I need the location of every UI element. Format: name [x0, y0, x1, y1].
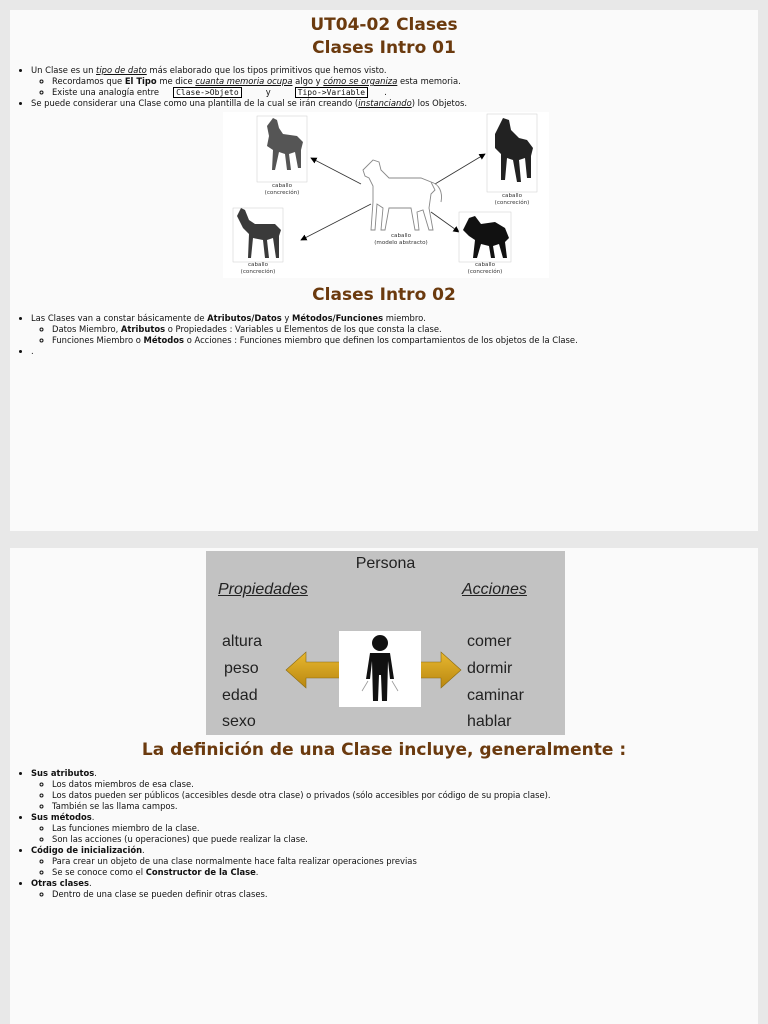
action-item: dormir — [467, 660, 513, 677]
horse-class-diagram — [223, 112, 549, 278]
bold-text: Métodos/Funciones — [292, 313, 384, 323]
list-item — [52, 335, 758, 346]
text: . — [88, 878, 92, 888]
arrow — [431, 212, 459, 232]
list-item — [31, 313, 758, 346]
section-title-intro-02: Clases Intro 02 — [312, 285, 456, 305]
text: Las Clases van a constar básicamente de — [31, 313, 208, 323]
caption-concrete: caballo (concreción) — [494, 193, 530, 206]
property-item: edad — [222, 687, 258, 704]
abstract-horse-icon — [363, 160, 442, 230]
text: Recordamos que — [52, 76, 125, 86]
list-item — [52, 76, 758, 87]
arrow — [311, 158, 361, 184]
bold-text: Constructor de la Clase — [145, 867, 256, 877]
text: Funciones Miembro o — [52, 335, 144, 345]
list-item — [52, 867, 758, 878]
actions-heading: Acciones — [462, 581, 527, 598]
bold-text: Métodos — [143, 335, 185, 345]
text: ) los Objetos. — [411, 98, 467, 108]
text: . — [91, 812, 95, 822]
persona-illustration — [206, 551, 565, 735]
list-item: ◦ Dentro de una clase se pueden definir otras clases. — [52, 889, 758, 900]
text: Se puede considerar una Clase como una plantilla de la cual se irán creando ( — [31, 98, 359, 108]
text: . — [384, 87, 387, 97]
text: esta memoria. — [397, 76, 461, 86]
caption-concrete: caballo (concreción) — [467, 262, 503, 275]
intro-02-list — [10, 313, 758, 357]
list-item — [31, 346, 758, 357]
list-item — [31, 98, 758, 109]
list-item — [52, 87, 758, 98]
list-item — [52, 324, 758, 335]
list-item — [31, 768, 758, 812]
bold-text: Atributos/Datos — [207, 313, 282, 323]
text: miembro. — [383, 313, 426, 323]
class-definition-heading: La definición de una Clase incluye, generalmente : — [141, 740, 627, 760]
caption-concrete: caballo (concreción) — [240, 262, 276, 275]
text: . — [255, 867, 259, 877]
persona-graphics — [206, 551, 565, 735]
arrow-right-icon — [414, 652, 461, 688]
property-item: peso — [224, 660, 259, 677]
class-definition-list-wrap — [10, 768, 758, 900]
list-item — [31, 812, 758, 845]
emphasis-text: cómo se organiza — [323, 76, 398, 86]
text: Se se conoce como el — [52, 867, 146, 877]
text: . — [94, 768, 97, 778]
code-snippet: Tipo->Variable — [295, 87, 368, 98]
arrow — [435, 154, 485, 184]
bold-text: Sus atributos — [31, 768, 95, 778]
list-item: ◦ Para crear un objeto de una clase normalmente hace falta realizar operaciones previas — [52, 856, 758, 867]
action-item: caminar — [467, 687, 524, 704]
text: y — [265, 87, 271, 97]
text: y — [281, 313, 293, 323]
text: Existe una analogía entre — [52, 87, 160, 97]
text: me dice — [156, 76, 196, 86]
text: Datos Miembro, — [52, 324, 121, 334]
caption-abstract: caballo (modelo abstracto) — [374, 233, 428, 246]
text: . — [142, 845, 145, 855]
list-item: ◦ Son las acciones (u operaciones) que puede realizar la clase. — [52, 834, 758, 845]
list-item: ◦ Los datos pueden ser públicos (accesibles desde otra clase) o privados (sólo accesibles por código de su propia clase). — [52, 790, 758, 801]
text: o Acciones : Funciones miembro que definen los compartamientos de los objetos de la Clase. — [184, 335, 578, 345]
page-title: UT04-02 Clases — [310, 15, 458, 35]
bold-text: Sus métodos — [31, 812, 92, 822]
caption-concrete: caballo (concreción) — [264, 183, 300, 196]
properties-heading: Propiedades — [218, 581, 308, 598]
text: Un Clase es un — [31, 65, 97, 75]
class-definition-list — [10, 768, 758, 900]
text: o Propiedades : Variables u Elementos de los que consta la clase. — [165, 324, 442, 334]
section-title-intro-01: Clases Intro 01 — [312, 38, 456, 58]
intro-01-list — [10, 65, 758, 109]
document-page-2 — [10, 548, 758, 1024]
text: más elaborado que los tipos primitivos que hemos visto. — [146, 65, 387, 75]
property-item: altura — [222, 633, 263, 650]
persona-title: Persona — [355, 555, 416, 572]
list-item — [31, 65, 758, 98]
emphasis-text: tipo de dato — [96, 65, 147, 75]
bold-text: El Tipo — [124, 76, 157, 86]
bold-text: Código de inicialización — [31, 845, 143, 855]
bold-text: Atributos — [120, 324, 166, 334]
emphasis-text: instanciando — [358, 98, 412, 108]
action-item: comer — [467, 633, 512, 650]
action-item: hablar — [467, 713, 512, 730]
code-snippet: Clase->Objeto — [173, 87, 242, 98]
text: algo y — [292, 76, 324, 86]
bold-text: Otras clases — [31, 878, 89, 888]
list-item — [31, 845, 758, 878]
text: . — [31, 346, 34, 356]
list-item — [31, 878, 758, 900]
list-item: ◦ Las funciones miembro de la clase. — [52, 823, 758, 834]
list-item: ◦ También se las llama campos. — [52, 801, 758, 812]
document-page-1 — [10, 10, 758, 531]
property-item: sexo — [222, 713, 256, 730]
list-item: ◦ Los datos miembros de esa clase. — [52, 779, 758, 790]
emphasis-text: cuanta memoria ocupa — [195, 76, 293, 86]
